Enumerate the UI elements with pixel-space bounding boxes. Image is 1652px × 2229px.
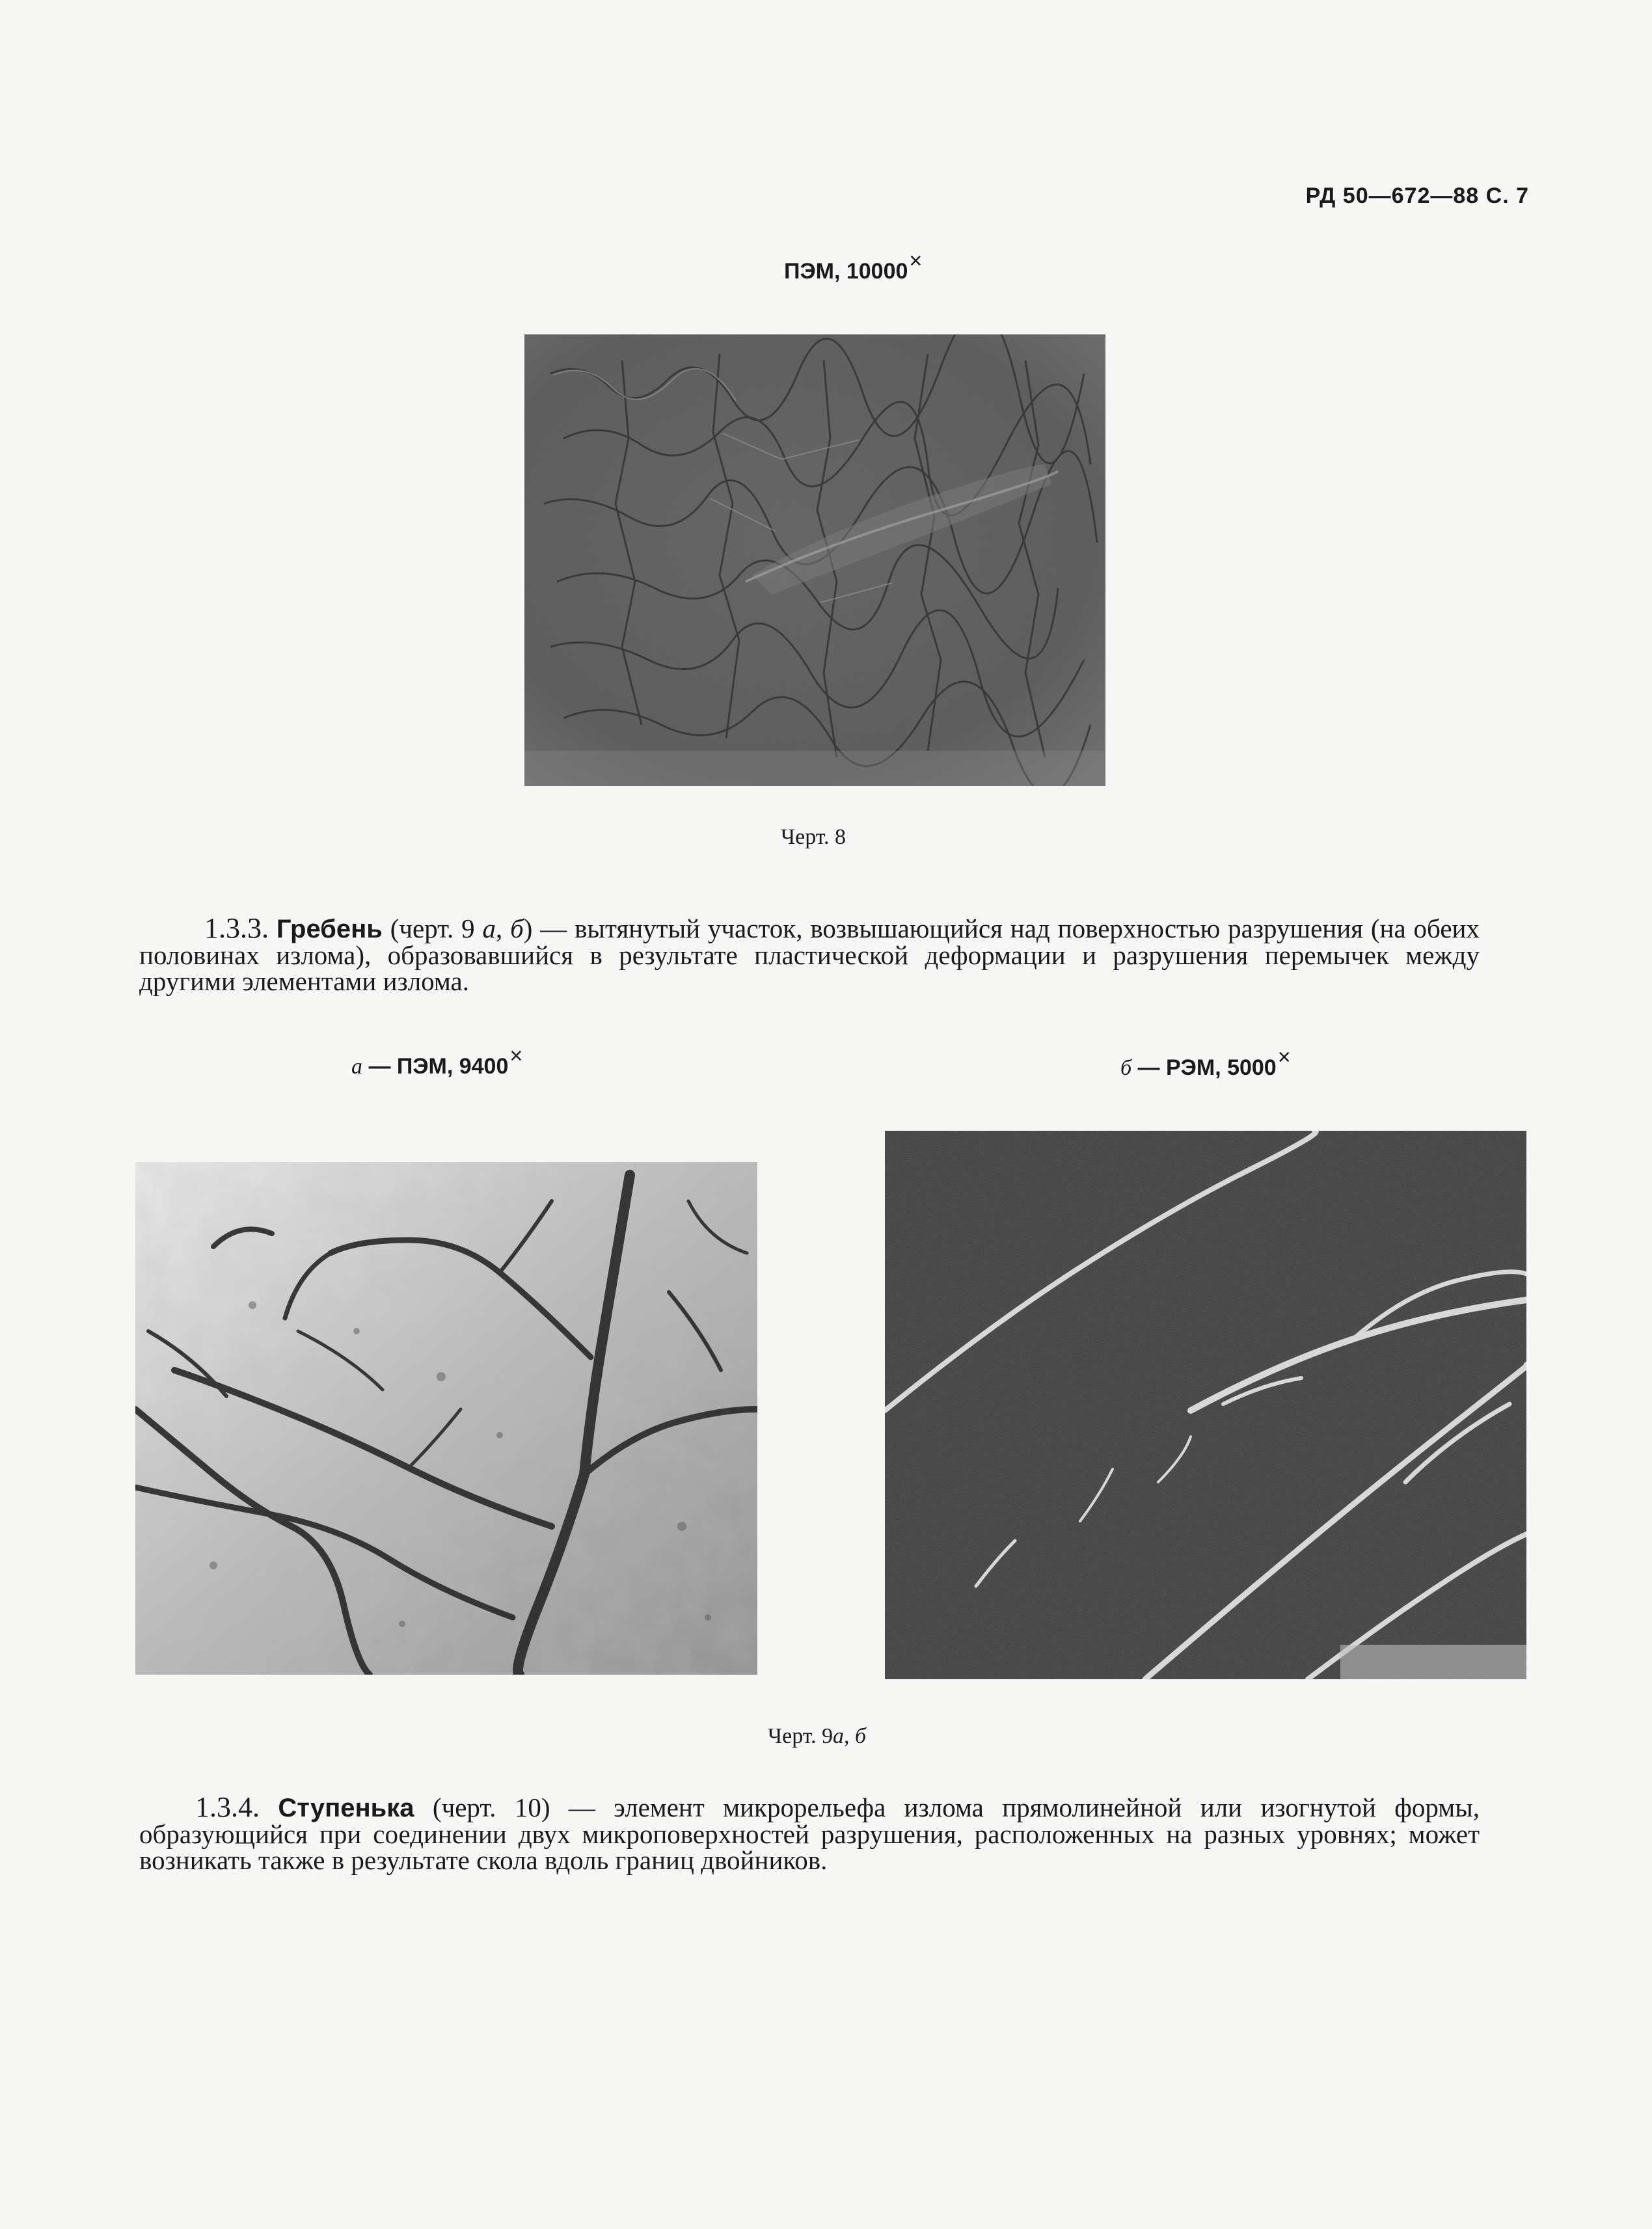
figure-9b-caption	[1120, 1045, 1291, 1081]
figure-9b-micrograph	[885, 1131, 1526, 1679]
figure-8-caption-text: ПЭМ, 10000	[784, 259, 908, 284]
section-number: 1.3.4.	[195, 1791, 260, 1823]
figure-9-label-separator: ,	[844, 1724, 856, 1748]
figure-9a-caption-text: — ПЭМ, 9400	[362, 1054, 509, 1079]
figure-9a-letter: а	[351, 1055, 362, 1079]
figure-9-label-b: б	[855, 1724, 867, 1748]
figure-8-caption	[784, 249, 923, 284]
paragraph-1-3-4	[139, 1791, 1480, 1875]
section-number: 1.3.3.	[204, 912, 269, 944]
figure-9b-letter: б	[1120, 1056, 1132, 1080]
reference-separator: ,	[495, 913, 511, 943]
reference-b: б	[510, 913, 524, 943]
paragraph-1-3-3	[139, 912, 1480, 996]
figure-8-magnification-mark: ×	[909, 249, 923, 273]
figure-9-label-a: а	[833, 1724, 845, 1748]
definition-text: (черт. 10) — элемент микрорельефа излома прямолинейной или изогнутой формы, образующийся при соединении двух микроповерхностей разрушения, расположенных на разных уровнях; может возникать также в результате скола вдоль границ двойников.	[139, 1792, 1480, 1875]
reference-a: а	[482, 913, 496, 943]
term-ridge: Гребень	[276, 915, 383, 943]
figure-9b-caption-text: — РЭМ, 5000	[1131, 1055, 1277, 1080]
figure-8-micrograph	[524, 334, 1105, 786]
figure-8-micrograph-image	[524, 334, 1105, 786]
figure-9a-micrograph	[135, 1162, 757, 1675]
definition-text: ) — вытянутый участок, возвышающийся над поверхностью разрушения (на обеих половинах излома), образовавшийся в результате пластической деформации и разрушения перемычек между другими элементами излома.	[139, 913, 1480, 996]
figure-9a-micrograph-image	[135, 1162, 757, 1675]
figure-8-label: Черт. 8	[781, 825, 846, 849]
figure-9b-magnification-mark: ×	[1277, 1045, 1291, 1070]
figure-9a-magnification-mark: ×	[509, 1044, 523, 1068]
figure-9-label	[768, 1724, 866, 1749]
running-header: РД 50—672—88 С. 7	[1305, 183, 1529, 208]
reference-prefix: (черт. 9	[382, 913, 483, 943]
term-step: Ступенька	[278, 1794, 414, 1822]
figure-9a-caption	[351, 1044, 523, 1079]
figure-9-label-prefix: Черт. 9	[768, 1724, 833, 1748]
figure-9b-micrograph-image	[885, 1131, 1526, 1679]
